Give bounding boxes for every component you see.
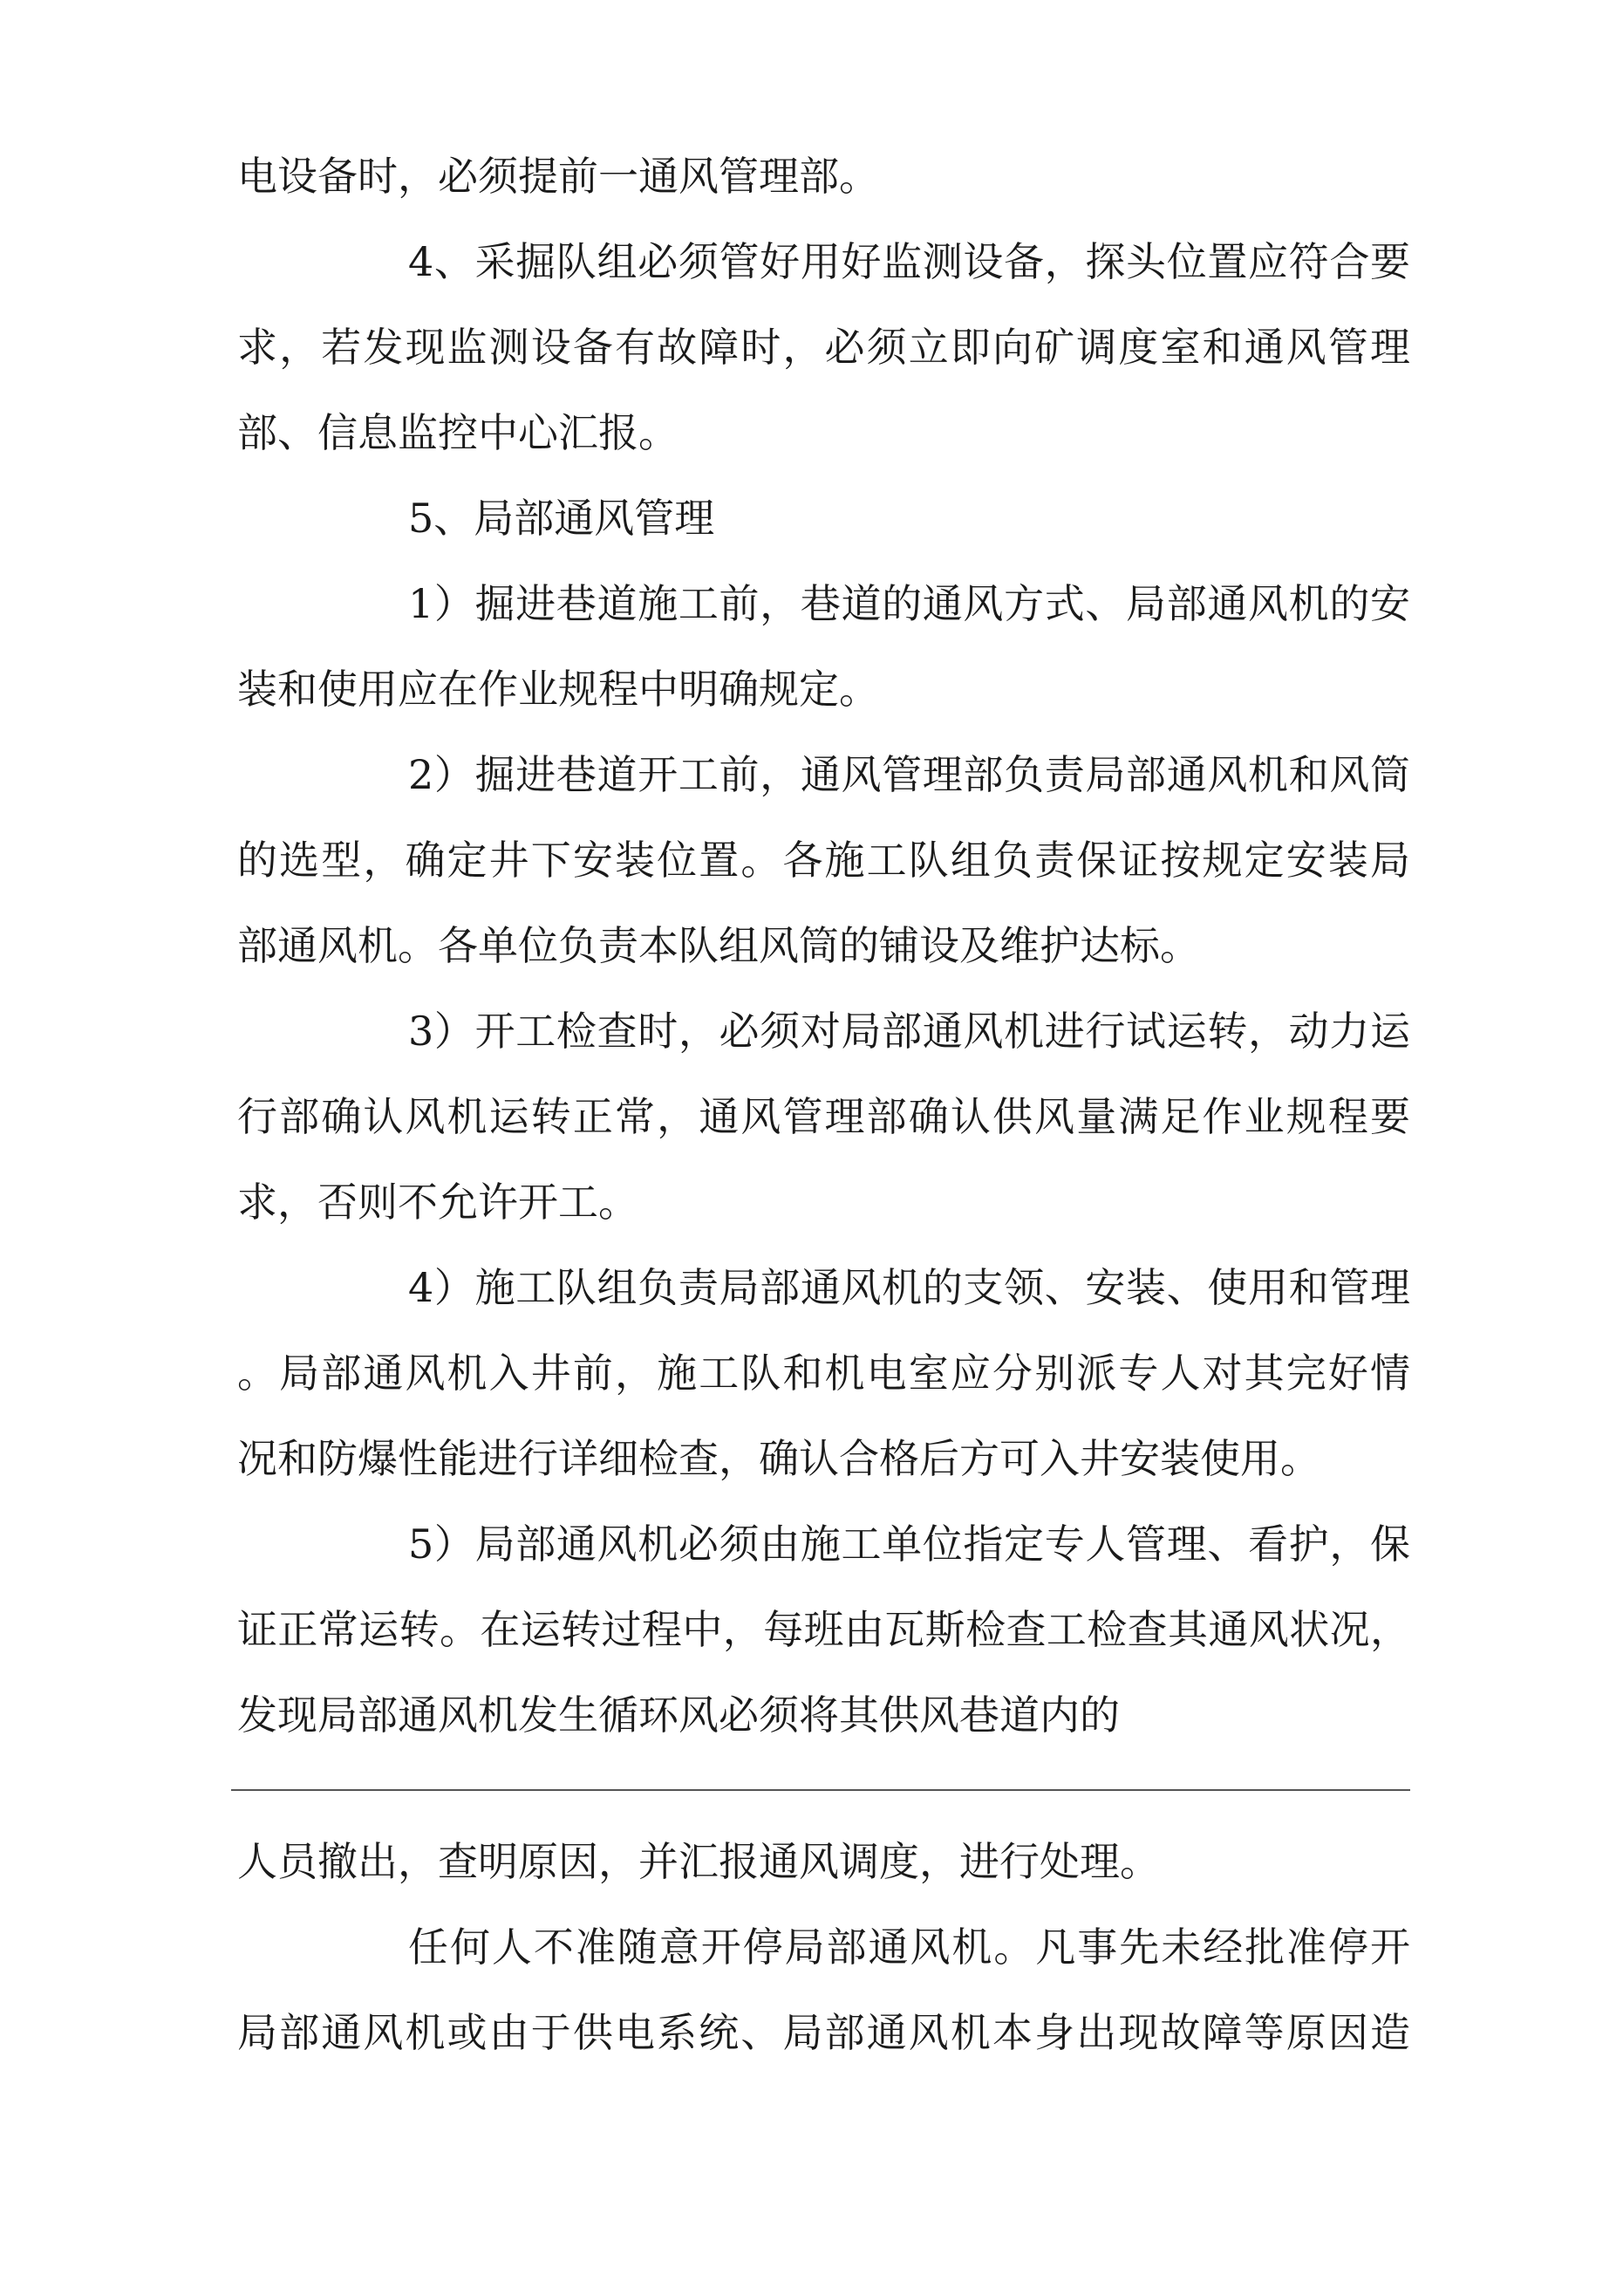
text-line: 装和使用应在作业规程中明确规定。 bbox=[237, 666, 879, 713]
text-line: 行部确认风机运转正常，通风管理部确认供风量满足作业规程要 bbox=[237, 1093, 1410, 1140]
text-line: 4、采掘队组必须管好用好监测设备，探头位置应符合要 bbox=[408, 238, 1410, 285]
text-line: 发现局部通风机发生循环风必须将其供风巷道内的 bbox=[237, 1691, 1120, 1739]
text-line: 求，否则不允许开工。 bbox=[237, 1179, 638, 1226]
text-line: 5）局部通风机必须由施工单位指定专人管理、看护，保 bbox=[408, 1520, 1410, 1568]
text-line: 2）掘进巷道开工前，通风管理部负责局部通风机和风筒 bbox=[408, 751, 1410, 798]
text-line: 部通风机。各单位负责本队组风筒的铺设及维护达标。 bbox=[237, 922, 1200, 969]
text-line: 3）开工检查时，必须对局部通风机进行试运转，动力运 bbox=[408, 1008, 1410, 1055]
text-line: 任何人不准随意开停局部通风机。凡事先未经批准停开 bbox=[408, 1924, 1410, 1971]
text-line: 况和防爆性能进行详细检查，确认合格后方可入井安装使用。 bbox=[237, 1435, 1320, 1482]
section-heading: 5、局部通风管理 bbox=[408, 495, 715, 542]
text-line: 。局部通风机入井前，施工队和机电室应分别派专人对其完好情 bbox=[237, 1350, 1410, 1397]
text-line: 的选型，确定井下安装位置。各施工队组负责保证按规定安装局 bbox=[237, 837, 1410, 884]
text-line: 证正常运转。在运转过程中，每班由瓦斯检查工检查其通风状况， bbox=[237, 1606, 1410, 1653]
text-line: 局部通风机或由于供电系统、局部通风机本身出现故障等原因造 bbox=[237, 2009, 1410, 2056]
page-divider bbox=[231, 1789, 1410, 1791]
text-line: 求，若发现监测设备有故障时，必须立即向矿调度室和通风管理 bbox=[237, 324, 1410, 371]
text-line: 电设备时，必须提前一通风管理部。 bbox=[237, 153, 879, 200]
text-line: 人员撤出，查明原因，并汇报通风调度，进行处理。 bbox=[237, 1838, 1160, 1885]
text-line: 部、信息监控中心汇报。 bbox=[237, 409, 679, 456]
text-line: 1）掘进巷道施工前，巷道的通风方式、局部通风机的安 bbox=[408, 580, 1410, 627]
text-line: 4）施工队组负责局部通风机的支领、安装、使用和管理 bbox=[408, 1264, 1410, 1311]
